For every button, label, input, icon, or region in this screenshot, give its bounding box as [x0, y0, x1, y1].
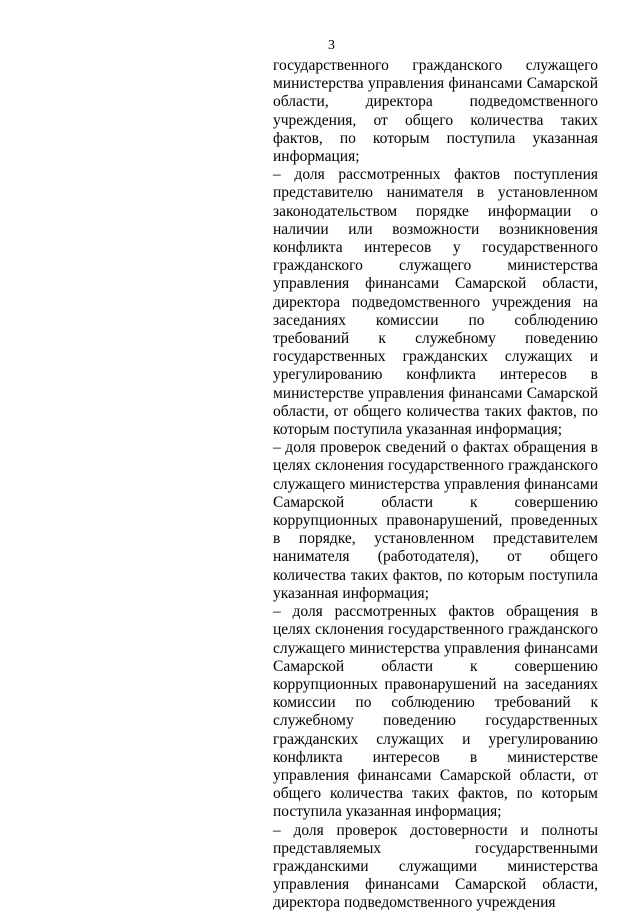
paragraph-inducement-reviewed-share: – доля рассмотренных фактов обращения в целях склонения государственного гражданского служащего министерства управления финансами Самарской области к совершению коррупционных правонарушений на заседаниях комиссии по соблюдению требований к служебному поведению государственных гражданских служащих и урегулированию конфликта интересов в министерстве управления финансами Самарской области, от общего количества таких фактов, по которым поступила указанная информация;	[273, 603, 598, 821]
paragraph-conflict-of-interest-share: – доля рассмотренных фактов поступления представителю нанимателя в установленном законодательством порядке информации о наличии или возможности возникновения конфликта интересов у государственного гражданского служащего министерства управления финансами Самарской области, директора подведомственного учреждения на заседаниях комиссии по соблюдению требований к служебному поведению государственных гражданских служащих и урегулированию конфликта интересов в министерстве управления финансами Самарской области, от общего количества таких фактов, по которым поступила указанная информация;	[273, 166, 598, 439]
paragraph-inducement-checks-share: – доля проверок сведений о фактах обращения в целях склонения государственного гражданского служащего министерства управления финансами Самарской области к совершению коррупционных правонарушений, проведенных в порядке, установленном представителем нанимателя (работодателя), от общего количества таких фактов, по которым поступила указанная информация;	[273, 439, 598, 602]
page-number: 3	[328, 38, 335, 53]
paragraph-intro-continuation: государственного гражданского служащего министерства управления финансами Самарской области, директора подведомственного учреждения, от общего количества таких фактов, по которым поступила указанная информация;	[273, 57, 598, 166]
paragraph-accuracy-checks-share: – доля проверок достоверности и полноты представляемых государственными гражданскими служащими министерства управления финансами Самарской области, директора подведомственного учреждения	[273, 821, 598, 912]
body-text	[273, 57, 598, 913]
